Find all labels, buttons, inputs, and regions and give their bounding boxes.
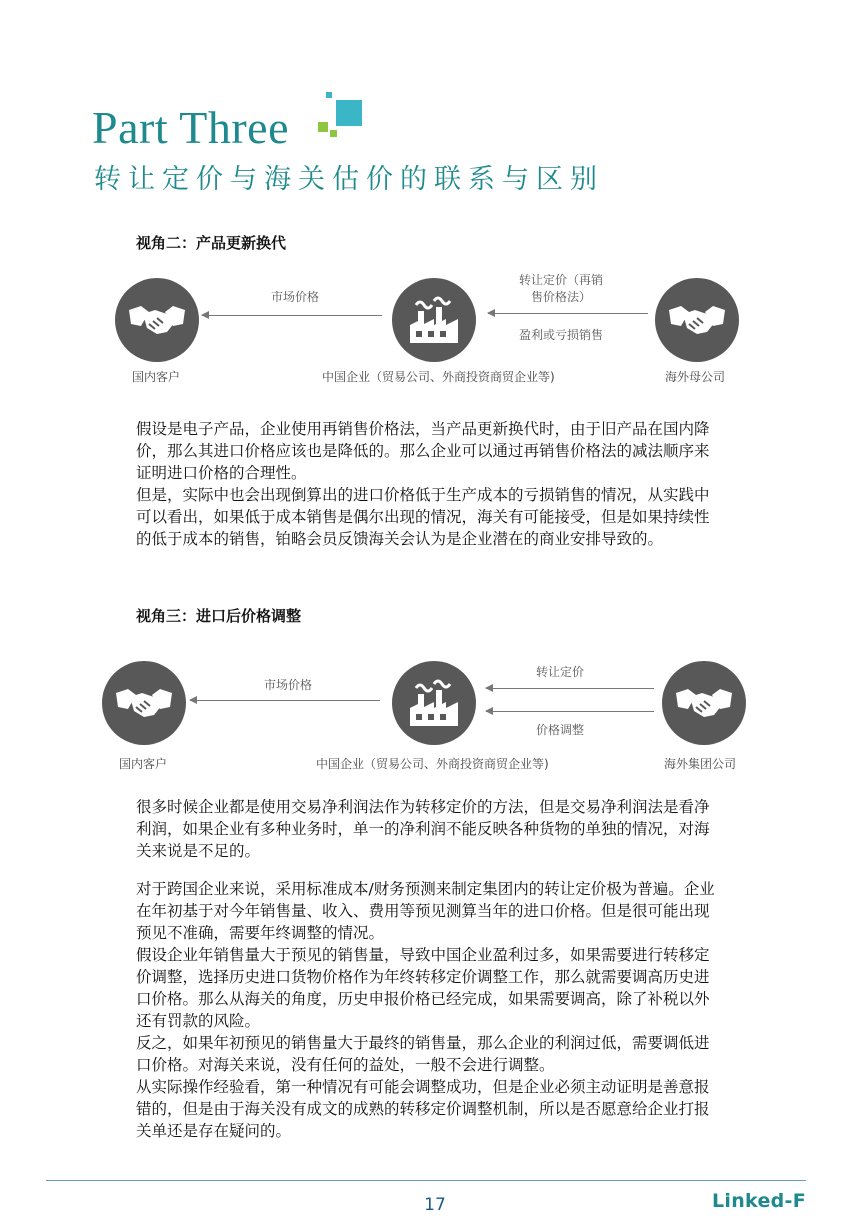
handshake-icon	[655, 278, 739, 362]
page-subtitle: 转让定价与海关估价的联系与区别	[94, 164, 604, 195]
section-heading-perspective-3: 视角三：进口后价格调整	[136, 607, 302, 625]
factory-icon	[392, 278, 476, 362]
section3-body	[136, 878, 716, 1142]
handshake-icon	[102, 661, 186, 745]
section2-body	[136, 418, 716, 550]
arrow-left-icon	[190, 700, 380, 701]
arrow-left-icon	[486, 688, 654, 689]
section3-intro: 很多时候企业都是使用交易净利润法作为转移定价的方法，但是交易净利润法是看净利润，如果企业有多种业务时，单一的净利润不能反映各种货物的单独的情况，对海关来说是不足的。	[136, 798, 710, 860]
handshake-icon	[662, 661, 746, 745]
paragraph: 假设企业年销售量大于预见的销售量，导致中国企业盈利过多，如果需要进行转移定价调整，选择历史进口货物价格作为年终转移定价调整工作，那么就需要调高历史进口价格。那么从海关的角度，历史申报价格已经完成，如果需要调高，除了补税以外还有罚款的风险。	[136, 946, 710, 1030]
brand-logo: Linked-F	[712, 1190, 807, 1212]
diagram-right-label: 海外集团公司	[664, 757, 737, 771]
diagram-right-label: 海外母公司	[665, 370, 726, 384]
factory-icon	[392, 661, 476, 745]
arrow-left-icon	[202, 315, 382, 316]
right-arrow-top-label	[496, 272, 626, 306]
left-arrow-label: 市场价格	[263, 678, 312, 692]
footer-divider	[46, 1180, 806, 1181]
left-arrow-label: 市场价格	[270, 290, 319, 304]
paragraph: 但是，实际中也会出现倒算出的进口价格低于生产成本的亏损销售的情况，从实践中可以看出，如果低于成本销售是偶尔出现的情况，海关有可能接受，但是如果持续性的低于成本的销售，铂略会员反馈海关会认为是企业潜在的商业安排导致的。	[136, 486, 710, 548]
section-heading-perspective-2: 视角二：产品更新换代	[136, 234, 287, 252]
paragraph: 从实际操作经验看，第一种情况有可能会调整成功，但是企业必须主动证明是善意报错的，但是由于海关没有成文的成熟的转移定价调整机制，所以是否愿意给企业打报关单还是存在疑问的。	[136, 1078, 710, 1140]
diagram-left-label: 国内客户	[132, 370, 181, 384]
right-arrow-bottom-label: 价格调整	[535, 723, 584, 737]
diagram-left-label: 国内客户	[119, 757, 168, 771]
page-number: 17	[424, 1195, 446, 1215]
diagram-price-adjustment	[0, 655, 850, 780]
arrow-left-icon	[488, 313, 648, 314]
diagram-center-label: 中国企业（贸易公司、外商投资商贸企业等)	[322, 370, 555, 384]
part-logo-icon	[318, 92, 364, 140]
right-arrow-top-label-line1: 转让定价（再销	[518, 273, 603, 287]
paragraph: 假设是电子产品，企业使用再销售价格法，当产品更新换代时，由于旧产品在国内降价，那么其进口价格应该也是降低的。那么企业可以通过再销售价格法的减法顺序来证明进口价格的合理性。	[136, 420, 710, 482]
handshake-icon	[115, 278, 199, 362]
right-arrow-top-label: 转让定价	[535, 665, 584, 679]
right-arrow-top-label-line2: 售价格法）	[530, 290, 591, 304]
diagram-center-label: 中国企业（贸易公司、外商投资商贸企业等)	[316, 757, 549, 771]
paragraph: 对于跨国企业来说，采用标准成本/财务预测来制定集团内的转让定价极为普遍。企业在年初基于对今年销售量、收入、费用等预见测算当年的进口价格。但是很可能出现预见不准确，需要年终调整的情况。	[136, 880, 715, 942]
diagram-product-update	[0, 270, 850, 400]
right-arrow-bottom-label: 盈利或亏损销售	[518, 328, 603, 342]
arrow-left-icon	[486, 711, 654, 712]
part-title: Part Three	[92, 102, 290, 153]
paragraph: 反之，如果年初预见的销售量大于最终的销售量，那么企业的利润过低，需要调低进口价格。对海关来说，没有任何的益处，一般不会进行调整。	[136, 1034, 710, 1074]
